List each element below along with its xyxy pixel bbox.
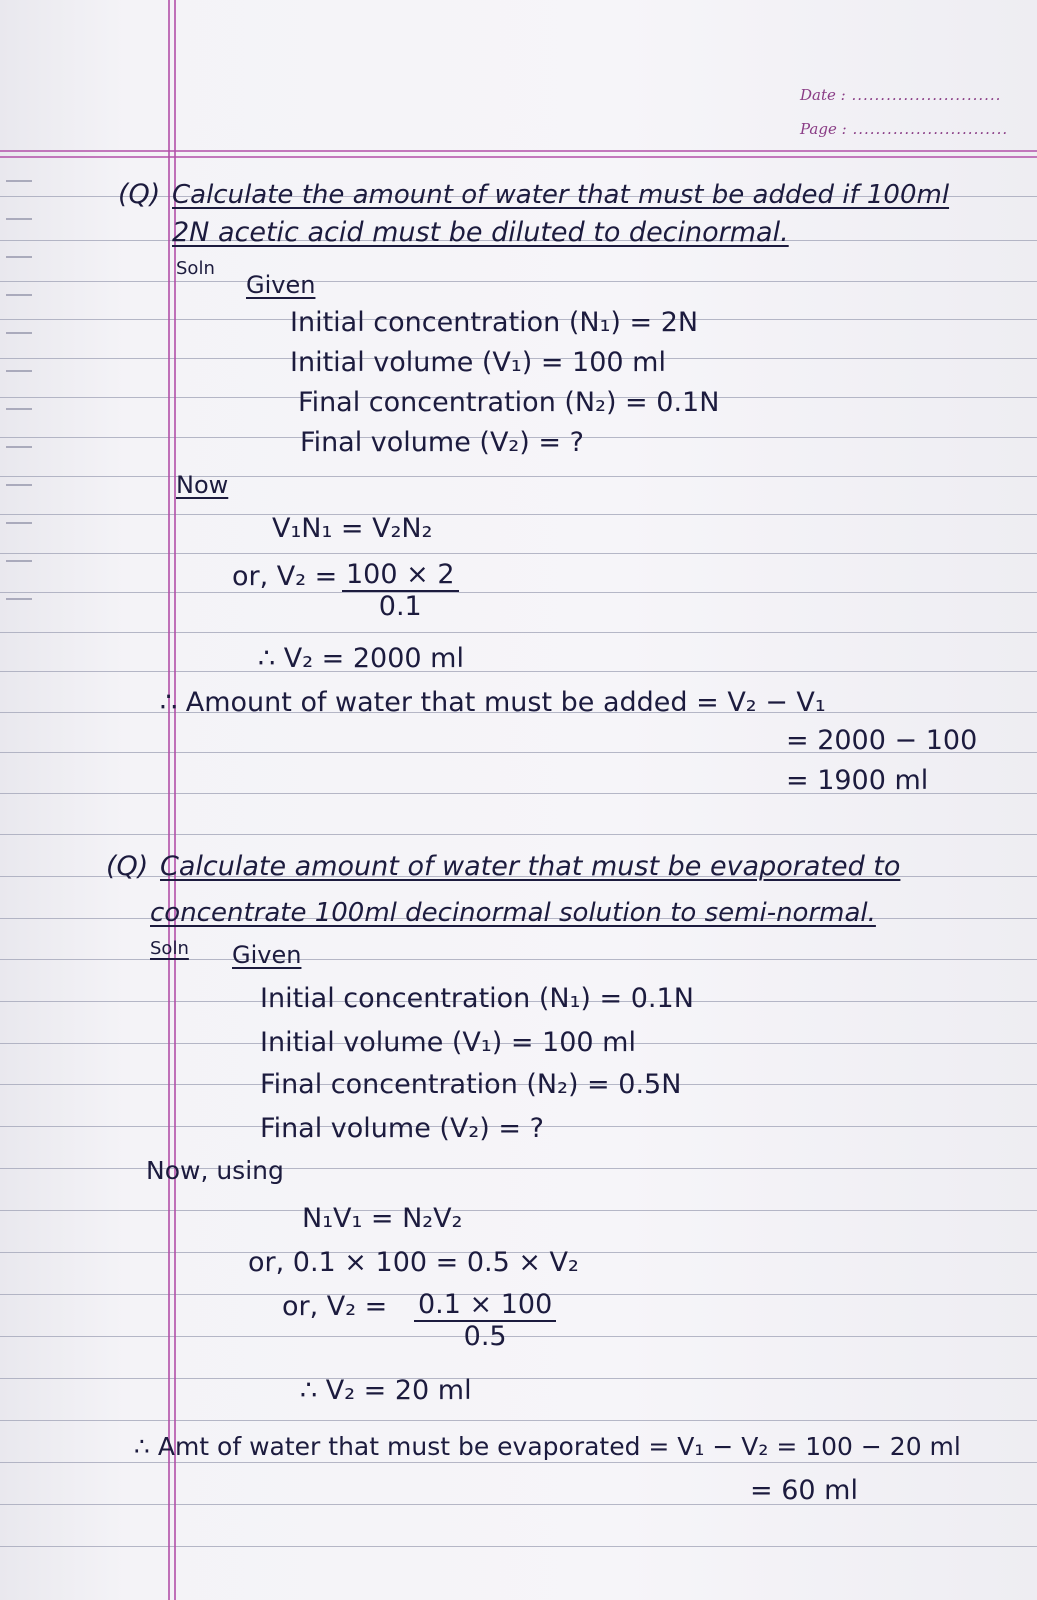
q1-amount-result: = 1900 ml [786,765,929,796]
q1-given-2: Initial volume (V₁) = 100 ml [290,347,666,378]
q2-equation-1: N₁V₁ = N₂V₂ [302,1203,463,1234]
header-rule-2 [0,156,1037,158]
q2-soln: Soln [150,938,189,959]
date-field: Date : .......................... [800,86,1002,104]
q1-question-line1: Calculate the amount of water that must be added if 100ml [172,180,950,210]
q2-fraction-numerator: 0.1 × 100 [414,1290,556,1322]
q2-equation-4: ∴ V₂ = 20 ml [300,1375,472,1406]
q2-equation-3-prefix: or, V₂ = [282,1291,388,1322]
q1-equation-2-prefix: or, V₂ = [232,561,338,592]
q1-fraction-numerator: 100 × 2 [342,560,459,592]
q2-fraction [414,1290,556,1352]
q1-question-line2: 2N acetic acid must be diluted to decinormal. [172,217,789,248]
q1-fraction [342,560,459,622]
header-rule-1 [0,150,1037,152]
q2-label: (Q) [106,851,149,882]
q2-given-4: Final volume (V₂) = ? [260,1113,544,1144]
q1-label: (Q) [118,179,161,210]
q1-equation-3: ∴ V₂ = 2000 ml [258,643,464,674]
q2-question-line2: concentrate 100ml decinormal solution to semi-normal. [150,898,876,928]
q2-amount-result: = 60 ml [750,1475,858,1506]
page-field: Page : ........................... [800,120,1009,138]
q1-amount-line: ∴ Amount of water that must be added = V₂ − V₁ [160,687,826,718]
q1-soln: Soln [176,258,215,279]
q2-given-1: Initial concentration (N₁) = 0.1N [260,983,694,1014]
q2-given-3: Final concentration (N₂) = 0.5N [260,1069,682,1100]
q1-now: Now [176,471,229,499]
q2-given-2: Initial volume (V₁) = 100 ml [260,1027,636,1058]
q2-given-heading: Given [232,941,302,969]
q2-question-line1: Calculate amount of water that must be evaporated to [160,851,901,882]
margin-line-1 [168,0,170,1600]
q2-equation-2: or, 0.1 × 100 = 0.5 × V₂ [248,1247,579,1278]
q1-given-heading: Given [246,271,316,299]
q1-given-1: Initial concentration (N₁) = 2N [290,307,699,338]
q1-given-3: Final concentration (N₂) = 0.1N [298,387,720,418]
q1-amount-step: = 2000 − 100 [786,725,978,756]
q1-equation-1: V₁N₁ = V₂N₂ [272,513,433,544]
q2-amount-line: ∴ Amt of water that must be evaporated = V₁ − V₂ = 100 − 20 ml [134,1432,961,1461]
q2-now-using: Now, using [146,1156,284,1185]
q2-fraction-denominator: 0.5 [463,1321,507,1352]
q1-fraction-denominator: 0.1 [378,591,422,622]
q1-given-4: Final volume (V₂) = ? [300,427,584,458]
